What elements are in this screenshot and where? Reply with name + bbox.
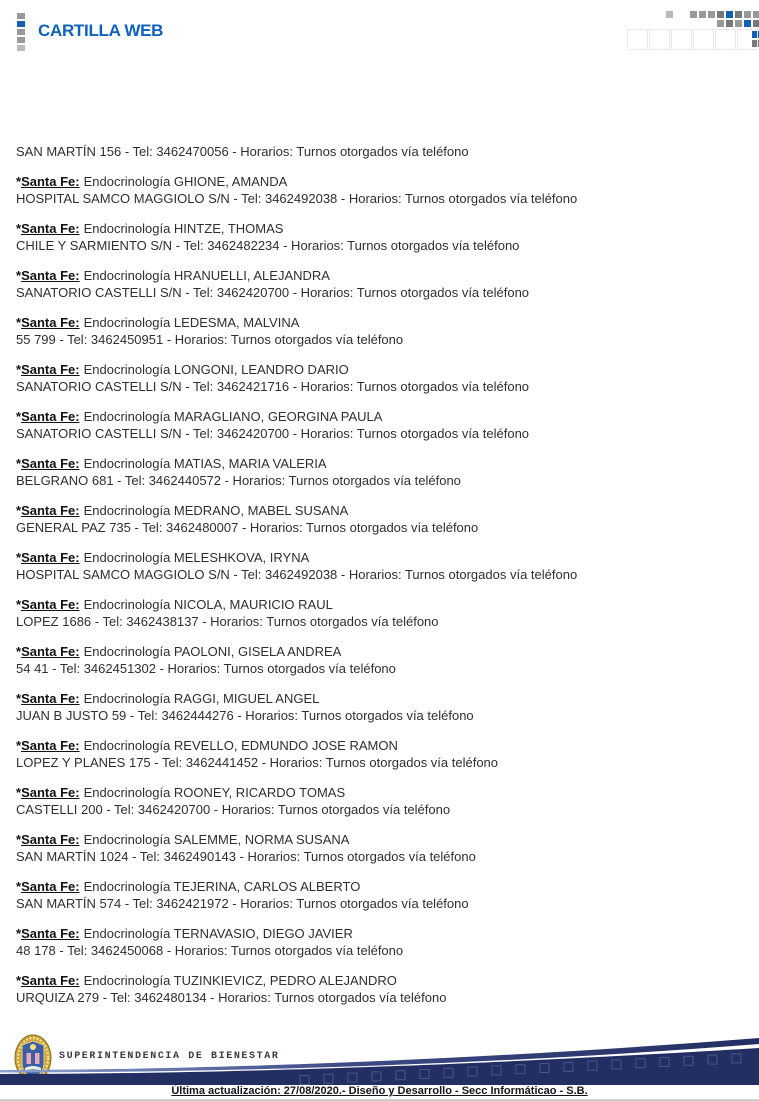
entry-asterisk: * — [16, 597, 22, 612]
mosaic-square — [717, 20, 724, 27]
entry-asterisk: * — [16, 456, 22, 471]
entry-asterisk: * — [16, 973, 22, 988]
specialty-and-doctor: Endocrinología MATIAS, MARIA VALERIA — [83, 456, 327, 471]
provider-detail: GENERAL PAZ 735 - Tel: 3462480007 - Horarios: Turnos otorgados vía teléfono — [16, 520, 479, 535]
entry-asterisk: * — [16, 738, 22, 753]
entry-asterisk: * — [16, 315, 22, 330]
entry-asterisk: * — [16, 691, 22, 706]
mosaic-square — [753, 20, 759, 27]
region-label: Santa Fe: — [21, 832, 80, 847]
provider-heading — [16, 925, 749, 942]
provider-entry — [16, 361, 749, 395]
region-label: Santa Fe: — [21, 785, 80, 800]
specialty-and-doctor: Endocrinología MARAGLIANO, GEORGINA PAULA — [83, 409, 383, 424]
region-label: Santa Fe: — [21, 597, 80, 612]
last-update-line: Última actualización: 27/08/2020.- Diseño y Desarrollo - Secc Informáticao - S.B. — [171, 1085, 588, 1097]
specialty-and-doctor: Endocrinología REVELLO, EDMUNDO JOSE RAMON — [83, 738, 398, 753]
region-label: Santa Fe: — [21, 644, 80, 659]
mosaic-square — [717, 11, 724, 18]
provider-entry — [16, 925, 749, 959]
mosaic-square — [627, 29, 648, 50]
region-label: Santa Fe: — [21, 268, 80, 283]
mosaic-square — [737, 29, 758, 50]
provider-entry — [16, 596, 749, 630]
specialty-and-doctor: Endocrinología PAOLONI, GISELA ANDREA — [83, 644, 342, 659]
provider-detail: CASTELLI 200 - Tel: 3462420700 - Horarios: Turnos otorgados vía teléfono — [16, 802, 451, 817]
provider-heading — [16, 878, 749, 895]
provider-detail: SANATORIO CASTELLI S/N - Tel: 3462420700 - Horarios: Turnos otorgados vía teléfono — [16, 426, 530, 441]
region-label: Santa Fe: — [21, 221, 80, 236]
mosaic-square — [693, 29, 714, 50]
specialty-and-doctor: Endocrinología NICOLA, MAURICIO RAUL — [83, 597, 333, 612]
provider-heading — [16, 455, 749, 472]
mosaic-square — [744, 11, 751, 18]
provider-entry — [16, 737, 749, 771]
provider-entry — [16, 831, 749, 865]
provider-detail: LOPEZ Y PLANES 175 - Tel: 3462441452 - Horarios: Turnos otorgados vía teléfono — [16, 755, 499, 770]
provider-detail: 48 178 - Tel: 3462450068 - Horarios: Turnos otorgados vía teléfono — [16, 943, 404, 958]
mosaic-square — [744, 20, 751, 27]
region-label: Santa Fe: — [21, 691, 80, 706]
provider-entry — [16, 784, 749, 818]
provider-detail: SANATORIO CASTELLI S/N - Tel: 3462420700 - Horarios: Turnos otorgados vía teléfono — [16, 285, 530, 300]
provider-detail: BELGRANO 681 - Tel: 3462440572 - Horarios: Turnos otorgados vía teléfono — [16, 473, 461, 488]
provider-detail: 55 799 - Tel: 3462450951 - Horarios: Turnos otorgados vía teléfono — [16, 332, 404, 347]
provider-heading — [16, 361, 749, 378]
entry-asterisk: * — [16, 409, 22, 424]
mosaic-square — [735, 20, 742, 27]
specialty-and-doctor: Endocrinología LEDESMA, MALVINA — [83, 315, 300, 330]
mosaic-square — [708, 11, 715, 18]
mosaic-square — [715, 29, 736, 50]
provider-detail: SAN MARTÍN 574 - Tel: 3462421972 - Horarios: Turnos otorgados vía teléfono — [16, 896, 469, 911]
provider-heading — [16, 972, 749, 989]
entry-asterisk: * — [16, 221, 22, 236]
provider-entry — [16, 314, 749, 348]
region-label: Santa Fe: — [21, 973, 80, 988]
provider-entry — [16, 408, 749, 442]
provider-entry — [16, 220, 749, 254]
specialty-and-doctor: Endocrinología TUZINKIEVICZ, PEDRO ALEJANDRO — [83, 973, 397, 988]
specialty-and-doctor: Endocrinología TEJERINA, CARLOS ALBERTO — [83, 879, 361, 894]
specialty-and-doctor: Endocrinología RAGGI, MIGUEL ANGEL — [83, 691, 320, 706]
mosaic-square — [666, 11, 673, 18]
region-label: Santa Fe: — [21, 315, 80, 330]
entry-asterisk: * — [16, 550, 22, 565]
provider-heading — [16, 737, 749, 754]
region-label: Santa Fe: — [21, 550, 80, 565]
provider-heading — [16, 643, 749, 660]
provider-detail: HOSPITAL SAMCO MAGGIOLO S/N - Tel: 3462492038 - Horarios: Turnos otorgados vía teléfono — [16, 567, 578, 582]
page-title: CARTILLA WEB — [38, 21, 164, 40]
provider-heading — [16, 690, 749, 707]
specialty-and-doctor: Endocrinología TERNAVASIO, DIEGO JAVIER — [83, 926, 353, 941]
provider-detail: URQUIZA 279 - Tel: 3462480134 - Horarios: Turnos otorgados vía teléfono — [16, 990, 447, 1005]
provider-heading — [16, 549, 749, 566]
specialty-and-doctor: Endocrinología ROONEY, RICARDO TOMAS — [83, 785, 346, 800]
provider-entry — [16, 690, 749, 724]
specialty-and-doctor: Endocrinología HRANUELLI, ALEJANDRA — [83, 268, 330, 283]
entry-asterisk: * — [16, 362, 22, 377]
mosaic-square — [753, 11, 759, 18]
provider-heading — [16, 314, 749, 331]
entry-asterisk: * — [16, 785, 22, 800]
provider-entry — [16, 455, 749, 489]
provider-heading — [16, 173, 749, 190]
entry-asterisk: * — [16, 644, 22, 659]
mosaic-square — [699, 11, 706, 18]
footer-swoosh-bar — [0, 1036, 759, 1088]
provider-heading — [16, 408, 749, 425]
specialty-and-doctor: Endocrinología HINTZE, THOMAS — [83, 221, 284, 236]
provider-heading — [16, 784, 749, 801]
provider-entry — [16, 972, 749, 1006]
first-partial-detail: SAN MARTÍN 156 - Tel: 3462470056 - Horarios: Turnos otorgados vía teléfono — [16, 144, 469, 159]
specialty-and-doctor: Endocrinología MEDRANO, MABEL SUSANA — [83, 503, 349, 518]
provider-detail: JUAN B JUSTO 59 - Tel: 3462444276 - Horarios: Turnos otorgados vía teléfono — [16, 708, 474, 723]
entry-asterisk: * — [16, 268, 22, 283]
entry-asterisk: * — [16, 926, 22, 941]
mosaic-square — [671, 29, 692, 50]
entry-asterisk: * — [16, 503, 22, 518]
mosaic-square — [735, 11, 742, 18]
page-footer — [0, 1030, 759, 1101]
entry-asterisk: * — [16, 879, 22, 894]
region-label: Santa Fe: — [21, 456, 80, 471]
provider-entry — [16, 502, 749, 536]
provider-entry — [16, 643, 749, 677]
specialty-and-doctor: Endocrinología MELESHKOVA, IRYNA — [83, 550, 310, 565]
provider-entry — [16, 878, 749, 912]
region-label: Santa Fe: — [21, 503, 80, 518]
region-label: Santa Fe: — [21, 926, 80, 941]
specialty-and-doctor: Endocrinología SALEMME, NORMA SUSANA — [83, 832, 350, 847]
provider-entry — [16, 549, 749, 583]
mosaic-square — [690, 11, 697, 18]
provider-heading — [16, 267, 749, 284]
mosaic-decoration — [0, 0, 759, 60]
provider-heading — [16, 502, 749, 519]
provider-detail: CHILE Y SARMIENTO S/N - Tel: 3462482234 - Horarios: Turnos otorgados vía teléfono — [16, 238, 520, 253]
provider-detail: 54 41 - Tel: 3462451302 - Horarios: Turnos otorgados vía teléfono — [16, 661, 396, 676]
mosaic-square — [726, 11, 733, 18]
provider-detail: SANATORIO CASTELLI S/N - Tel: 3462421716 - Horarios: Turnos otorgados vía teléfono — [16, 379, 530, 394]
page-header — [0, 0, 759, 60]
provider-heading — [16, 596, 749, 613]
region-label: Santa Fe: — [21, 738, 80, 753]
provider-entry — [16, 267, 749, 301]
entries-container — [16, 173, 749, 1006]
specialty-and-doctor: Endocrinología GHIONE, AMANDA — [83, 174, 288, 189]
provider-heading — [16, 220, 749, 237]
provider-heading — [16, 831, 749, 848]
organization-name: SUPERINTENDENCIA DE BIENESTAR — [59, 1051, 280, 1062]
entry-asterisk: * — [16, 174, 22, 189]
provider-detail: SAN MARTÍN 1024 - Tel: 3462490143 - Horarios: Turnos otorgados vía teléfono — [16, 849, 476, 864]
mosaic-square — [726, 20, 733, 27]
region-label: Santa Fe: — [21, 879, 80, 894]
specialty-and-doctor: Endocrinología LONGONI, LEANDRO DARIO — [83, 362, 349, 377]
provider-detail: LOPEZ 1686 - Tel: 3462438137 - Horarios: Turnos otorgados vía teléfono — [16, 614, 439, 629]
region-label: Santa Fe: — [21, 362, 80, 377]
provider-entry — [16, 173, 749, 207]
entry-asterisk: * — [16, 832, 22, 847]
provider-detail: HOSPITAL SAMCO MAGGIOLO S/N - Tel: 3462492038 - Horarios: Turnos otorgados vía teléfono — [16, 191, 578, 206]
region-label: Santa Fe: — [21, 409, 80, 424]
provider-list — [16, 143, 749, 1006]
region-label: Santa Fe: — [21, 174, 80, 189]
mosaic-square — [649, 29, 670, 50]
